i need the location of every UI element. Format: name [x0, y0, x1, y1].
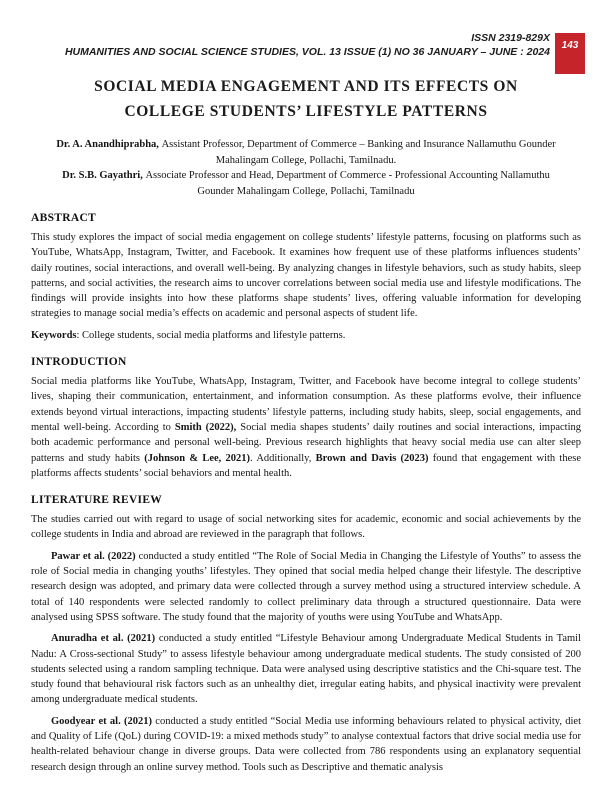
- page-number-badge: 143: [555, 33, 585, 74]
- literature-paragraph: Pawar et al. (2022) conducted a study entitled “The Role of Social Media in Changing the Lifestyle of Youths” to assess the role of Social media in changing youths’ lifestyles. They opined that social media helped change their lifestyle. The descriptive research design was adopted, and primary data were collected through a survey method using a structured interview schedule. A total of 140 respondents were selected randomly to collect preliminary data through a structured questionnaire. Data were analysed using SPSS software. The study found that the majority of youths were using YouTube and WhatsApp.: [31, 550, 581, 623]
- abstract-paragraph: This study explores the impact of social media engagement on college students’ lifestyle patterns, focusing on platforms such as YouTube, WhatsApp, Instagram, Twitter, and Facebook. It examines how frequent use of these platforms influences students’ daily routines, social interactions, and overall well-being. By analyzing changes in lifestyle behaviors, such as study habits, sleep patterns, and social activities, the research aims to uncover correlations between social media use and lifestyle modifications. The findings will provide insights into how these platforms shape students’ lives, offering valuable information for developing strategies to manage social media’s effects on academic and personal aspects of student life.: [31, 232, 581, 320]
- paper-title: SOCIAL MEDIA ENGAGEMENT AND ITS EFFECTS ON COLLEGE STUDENTS’ LIFESTYLE PATTERNS: [94, 78, 518, 120]
- literature-paragraph: Anuradha et al. (2021) conducted a study entitled “Lifestyle Behaviour among Undergraduate Medical Students in Tamil Nadu: A Cross-sectional Study” to assess lifestyle behaviour among undergraduate medical students. The study consisted of 200 students selected using a random sampling technique. Data were analysed using descriptive statistics and the Chi-square test. The study found that behavioural risk factors such as an unhealthy diet, irregular eating habits, and physical inactivity were prevalent among undergraduate medical students.: [31, 633, 582, 706]
- keywords-line: Keywords: College students, social media platforms and lifestyle patterns.: [31, 329, 346, 341]
- page-content: [31, 74, 581, 775]
- journal-title-line: HUMANITIES AND SOCIAL SCIENCE STUDIES, VOL. 13 ISSUE (1) NO 36 JANUARY – JUNE : 2024: [64, 46, 550, 58]
- issn-line: ISSN 2319-829X: [471, 32, 550, 44]
- introduction-paragraph: Social media platforms like YouTube, WhatsApp, Instagram, Twitter, and Facebook have become integral to college students’ lives, shaping their communication, entertainment, and information consumption. As these platforms evolve, their influence extends beyond virtual interactions, impacting students’ lifestyle patterns, including study habits, sleep, social engagements, and mental well-being. According to Smith (2022), Social media shapes students’ daily routines and social interactions, impacting both academic performance and personal well-being. Previous research highlights that heavy social media use can alter sleep patterns and study habits (Johnson & Lee, 2021). Additionally, Brown and Davis (2023) found that engagement with these platforms affects students’ social behaviors and mental health.: [31, 376, 582, 479]
- journal-header: [0, 31, 550, 59]
- section-heading-abstract: ABSTRACT: [31, 212, 97, 224]
- literature-intro-paragraph: The studies carried out with regard to usage of social networking sites for academic, economic and social achievements by the college students in India and abroad are reviewed in the paragraph that follows.: [31, 514, 581, 541]
- author-block: [31, 137, 581, 199]
- literature-paragraph: Goodyear et al. (2021) conducted a study entitled “Social Media use informing behaviours related to physical activity, diet and Quality of Life (QoL) during COVID-19: a mixed methods study” to analyse contextual factors that drive social media use for health-related behaviour change in diverse groups. Data were collected from 786 respondents using an explanatory sequential research design through an online survey method. Tools such as Descriptive and thematic analysis: [31, 715, 581, 773]
- author-line: Dr. S.B. Gayathri, Associate Professor and Head, Department of Commerce - Professional Accounting Nallamuthu Gounder Mahalingam College, Pollachi, Tamilnadu: [62, 170, 550, 197]
- section-heading-literature-review: LITERATURE REVIEW: [31, 494, 163, 507]
- section-heading-introduction: INTRODUCTION: [31, 356, 127, 369]
- author-line: Dr. A. Anandhiprabha, Assistant Professor, Department of Commerce – Banking and Insurance Nallamuthu Gounder Mahalingam College, Pollachi, Tamilnadu.: [56, 139, 556, 166]
